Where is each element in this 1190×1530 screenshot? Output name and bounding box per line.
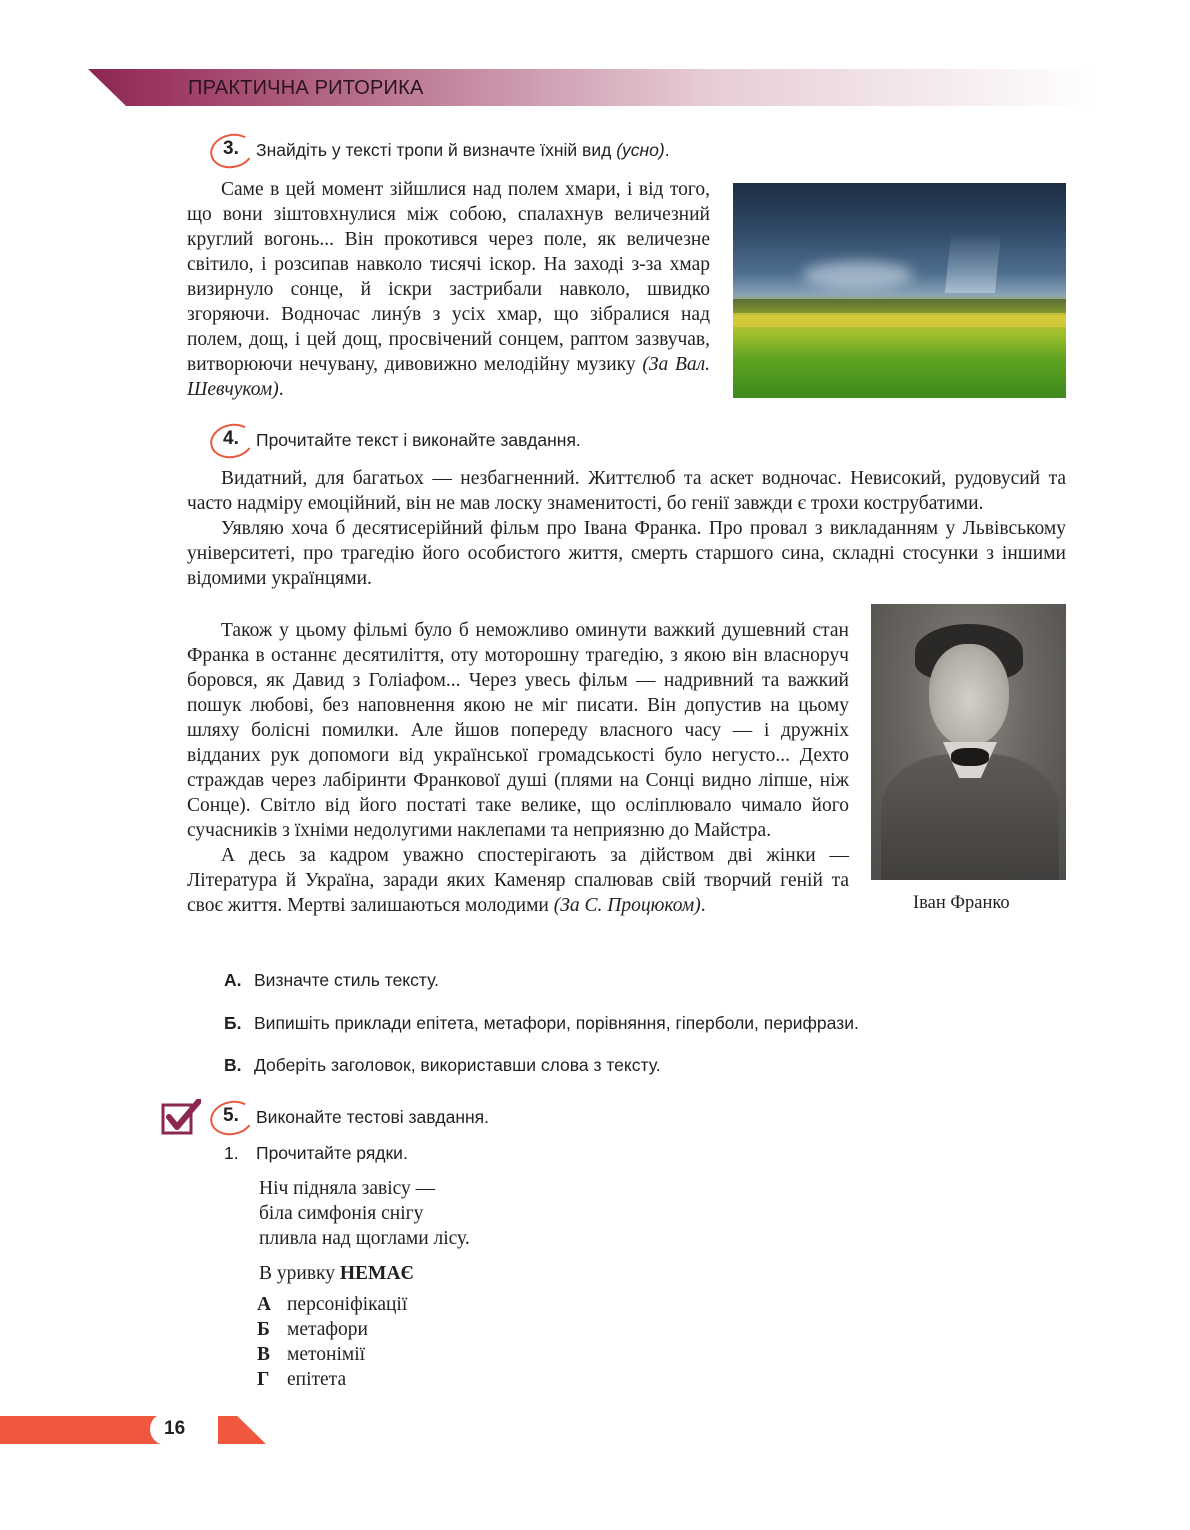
field-storm-photo (733, 183, 1066, 398)
task-number-badge (210, 134, 254, 166)
task-4-text-wide (187, 466, 1066, 591)
task-instruction: Виконайте тестові завдання. (256, 1106, 489, 1127)
test-item-1: 1. Прочитайте рядки. (224, 1143, 408, 1163)
task-5-heading (210, 1101, 489, 1133)
paragraph: Видатний, для багатьох — незбагненний. Життєлюб та аскет водночас. Невисокий, рудовусий та часто надміру емоційний, він не мав лоску знаменитості, бо генії завжди є трохи кострубатими. (187, 468, 1066, 514)
subtask-v: В. Доберіть заголовок, використавши слова з тексту. (224, 1055, 661, 1075)
task-instruction: Прочитайте текст і виконайте завдання. (256, 429, 581, 450)
task-4-heading (210, 424, 581, 456)
answer-option[interactable]: А персоніфікації (257, 1294, 408, 1315)
page-number: 16 (164, 1418, 186, 1439)
poem-line: Ніч підняла завісу — (259, 1178, 436, 1199)
poem-line: пливла над щоглами лісу. (259, 1228, 470, 1249)
answer-option[interactable]: Б метафори (257, 1319, 368, 1340)
source-attribution: (За Вал. Шевчуком) (187, 354, 710, 400)
task-instruction: Знайдіть у тексті тропи й визначте їхній вид (усно). (256, 139, 670, 160)
paragraph: А десь за кадром уважно спостерігають за дійством дві жінки — Література й Україна, заради яких Каменяр спалював свій творчий геній та своє життя. Мертві залишаються молодими (За С. Процюком). (187, 845, 849, 916)
subtask-a: А. Визначте стиль тексту. (224, 970, 439, 990)
portrait-caption: Іван Франко (913, 893, 1010, 913)
subtask-b: Б. Випишіть приклади епітета, метафори, порівняння, гіперболи, перифрази. (224, 1013, 859, 1033)
answer-option[interactable]: Г епітета (257, 1369, 347, 1390)
task-4-text-narrow (187, 618, 849, 918)
source-attribution: (За С. Процюком) (553, 895, 701, 916)
answer-option[interactable]: В метонімії (257, 1344, 366, 1365)
footer-arrow (218, 1416, 266, 1444)
footer-bar (0, 1416, 165, 1444)
task-number-badge (210, 1101, 254, 1133)
task-3-text: Саме в цей момент зійшлися над полем хмари, і від того, що вони зіштовхнулися між собою, спалахнув величезний круглий вогонь... Він прокотився через поле, як величезне світило, і розсипав навколо тисячі іскор. На заході з-за хмар визирнуло сонце, й іскри застрибали навколо, швидко згоряючи. Водночас линýв з усіх хмар, що зібралися над полем, дощ, і цей дощ, просвічений сонцем, раптом зазвучав, витворюючи нечувану, дивовижно мелодійну музику (За Вал. Шевчуком). (187, 179, 710, 400)
task-number: 5. (223, 1105, 239, 1126)
poem-excerpt (259, 1176, 470, 1251)
poem-line: біла симфонія снігу (259, 1203, 424, 1224)
checkbox-check-icon (161, 1099, 201, 1135)
task-3-heading (210, 134, 670, 166)
paragraph: Також у цьому фільмі було б неможливо оминути важкий душевний стан Франка в останнє десятиліття, оту моторошну трагедію, з якою він власноруч боровся, як Давид з Голіафом... Через увесь фільм — надривний та важкий пошук любові, без наповнення якою не міг писати. Він допустив на цьому шляху болісні помилки. Але йшов попереду власного часу — і дружніх відданих рук допомоги від української громадськості було негусто... Дехто страждав через лабіринти Франкової душі (плями на Сонці видно ліпше, ніж Сонце). Світло від його постаті таке велике, що осліплювало чимало його сучасників з їхніми недолугими наклепами та неприязню до Майстра. (187, 620, 849, 841)
test-question: В уривку НЕМАЄ (259, 1263, 414, 1284)
task-number-badge (210, 424, 254, 456)
task-number: 4. (223, 428, 239, 449)
ivan-franko-portrait (871, 604, 1066, 880)
task-number: 3. (223, 138, 239, 159)
answer-options (257, 1292, 407, 1392)
section-title: ПРАКТИЧНА РИТОРИКА (188, 77, 424, 99)
paragraph: Уявляю хоча б десятисерійний фільм про Івана Франка. Про провал з викладанням у Львівському університеті, про трагедію його особистого життя, смерть старшого сина, складні стосунки з іншими відомими українцями. (187, 518, 1066, 589)
